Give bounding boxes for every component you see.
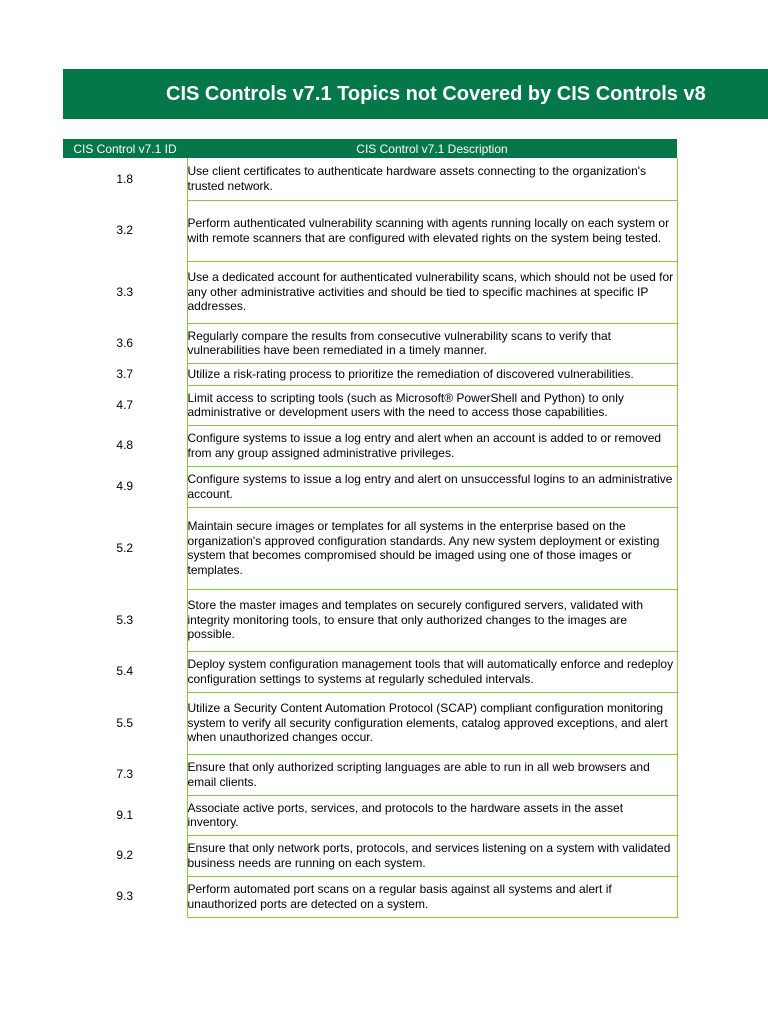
controls-table	[63, 139, 678, 918]
table-row	[63, 200, 677, 261]
control-description: Maintain secure images or templates for all systems in the enterprise based on the organization's approved configuration standards. Any new system deployment or existing system that becomes compromised should be imaged using one of those images or templates.	[187, 507, 677, 589]
column-header-id: CIS Control v7.1 ID	[63, 139, 187, 158]
control-id: 5.2	[116, 540, 134, 555]
control-description: Ensure that only authorized scripting languages are able to run in all web browsers and email clients.	[187, 754, 677, 795]
table-row	[63, 466, 677, 507]
control-id: 3.3	[116, 284, 134, 299]
control-id: 4.8	[116, 438, 134, 453]
control-description: Deploy system configuration management tools that will automatically enforce and redeploy configuration settings to systems at regularly scheduled intervals.	[187, 651, 677, 692]
control-id: 9.2	[116, 848, 134, 863]
table-row	[63, 589, 677, 651]
table-row	[63, 507, 677, 589]
control-id: 4.9	[116, 479, 134, 494]
control-description: Associate active ports, services, and protocols to the hardware assets in the asset inventory.	[187, 795, 677, 835]
control-description: Ensure that only network ports, protocols, and services listening on a system with validated business needs are running on each system.	[187, 835, 677, 876]
table-row	[63, 835, 677, 876]
control-id: 9.1	[116, 807, 134, 822]
control-id: 3.7	[116, 366, 134, 381]
page-title: CIS Controls v7.1 Topics not Covered by CIS Controls v8	[166, 83, 706, 105]
table-row	[63, 692, 677, 754]
table-row	[63, 425, 677, 466]
table-row	[63, 158, 677, 200]
control-description: Use client certificates to authenticate hardware assets connecting to the organization's trusted network.	[187, 158, 677, 200]
control-id: 3.6	[116, 335, 134, 350]
table-header-row	[63, 139, 677, 158]
control-description: Configure systems to issue a log entry and alert when an account is added to or removed from any group assigned administrative privileges.	[187, 425, 677, 466]
control-id: 4.7	[116, 397, 134, 412]
control-id: 5.5	[116, 715, 134, 730]
control-id: 5.3	[116, 612, 134, 627]
table-row	[63, 795, 677, 835]
table-row	[63, 651, 677, 692]
table-row	[63, 323, 677, 363]
control-description: Utilize a Security Content Automation Protocol (SCAP) compliant configuration monitoring system to verify all security configuration elements, catalog approved exceptions, and alert when unauthorized changes occur.	[187, 692, 677, 754]
table-row	[63, 385, 677, 425]
table-row	[63, 363, 677, 385]
control-id: 5.4	[116, 664, 134, 679]
column-header-description: CIS Control v7.1 Description	[187, 139, 677, 158]
control-description: Store the master images and templates on securely configured servers, validated with integrity monitoring tools, to ensure that only authorized changes to the images are possible.	[187, 589, 677, 651]
control-description: Configure systems to issue a log entry and alert on unsuccessful logins to an administrative account.	[187, 466, 677, 507]
control-id: 1.8	[116, 171, 134, 186]
table-row	[63, 754, 677, 795]
control-description: Regularly compare the results from consecutive vulnerability scans to verify that vulnerabilities have been remediated in a timely manner.	[187, 323, 677, 363]
control-id: 9.3	[116, 889, 134, 904]
control-description: Limit access to scripting tools (such as Microsoft® PowerShell and Python) to only administrative or development users with the need to access those capabilities.	[187, 385, 677, 425]
control-description: Use a dedicated account for authenticated vulnerability scans, which should not be used for any other administrative activities and should be tied to specific machines at specific IP addresses.	[187, 261, 677, 323]
table-row	[63, 876, 677, 917]
title-banner	[63, 69, 768, 119]
control-description: Utilize a risk-rating process to prioritize the remediation of discovered vulnerabilities.	[187, 363, 677, 385]
control-id: 3.2	[116, 223, 134, 238]
control-id: 7.3	[116, 767, 134, 782]
control-description: Perform automated port scans on a regular basis against all systems and alert if unauthorized ports are detected on a system.	[187, 876, 677, 917]
control-description: Perform authenticated vulnerability scanning with agents running locally on each system or with remote scanners that are configured with elevated rights on the system being tested.	[187, 200, 677, 261]
table-row	[63, 261, 677, 323]
